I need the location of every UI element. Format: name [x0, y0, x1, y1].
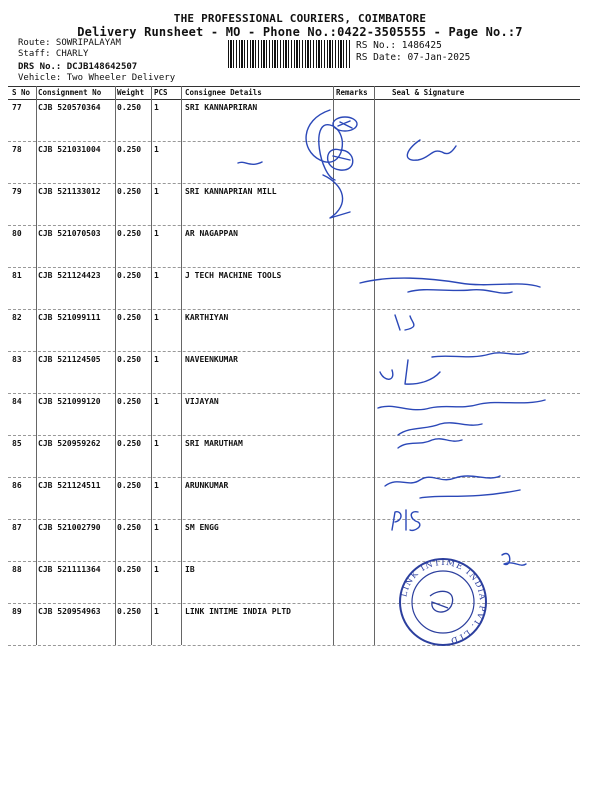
rs-date: RS Date: 07-Jan-2025	[356, 52, 471, 63]
column-divider	[115, 86, 116, 645]
cell-pcs: 1	[154, 229, 159, 238]
table-row	[8, 226, 580, 268]
vehicle-label: Vehicle: Two Wheeler Delivery	[18, 73, 176, 83]
cell-weight: 0.250	[117, 271, 142, 280]
column-divider	[374, 86, 375, 645]
cell-consignment: CJB 521124505	[38, 355, 101, 364]
table-row	[8, 604, 580, 646]
cell-consignment: CJB 521124511	[38, 481, 101, 490]
stamp-text: LINK INTIME INDIA PVT. LTD	[399, 557, 488, 646]
cell-sno: 84	[12, 397, 22, 406]
column-divider	[36, 86, 37, 645]
col-weight: Weight	[117, 88, 145, 97]
cell-sno: 86	[12, 481, 22, 490]
col-consignee: Consignee Details	[185, 88, 262, 97]
cell-weight: 0.250	[117, 397, 142, 406]
cell-weight: 0.250	[117, 523, 142, 532]
cell-pcs: 1	[154, 313, 159, 322]
column-divider	[151, 86, 152, 645]
col-consignment: Consignment No	[38, 88, 102, 97]
cell-weight: 0.250	[117, 439, 142, 448]
rs-number: RS No.: 1486425	[356, 40, 442, 51]
cell-weight: 0.250	[117, 355, 142, 364]
table-row	[8, 352, 580, 394]
cell-weight: 0.250	[117, 565, 142, 574]
cell-pcs: 1	[154, 439, 159, 448]
cell-consignee: KARTHIYAN	[185, 313, 229, 322]
cell-pcs: 1	[154, 187, 159, 196]
cell-consignment: CJB 521099120	[38, 397, 101, 406]
cell-weight: 0.250	[117, 187, 142, 196]
cell-consignee: LINK INTIME INDIA PLTD	[185, 607, 291, 616]
column-divider	[333, 86, 334, 645]
cell-consignee: ARUNKUMAR	[185, 481, 229, 490]
cell-consignment: CJB 521099111	[38, 313, 101, 322]
cell-consignee: SRI KANNAPRIAN MILL	[185, 187, 277, 196]
table-row	[8, 268, 580, 310]
col-sno: S No	[12, 88, 31, 97]
drs-barcode	[228, 40, 350, 68]
cell-weight: 0.250	[117, 145, 142, 154]
cell-pcs: 1	[154, 565, 159, 574]
cell-consignment: CJB 521124423	[38, 271, 101, 280]
table-row	[8, 100, 580, 142]
cell-consignee: SRI KANNAPRIRAN	[185, 103, 258, 112]
cell-consignee: AR NAGAPPAN	[185, 229, 238, 238]
cell-consignment: CJB 521070503	[38, 229, 101, 238]
cell-consignee: J TECH MACHINE TOOLS	[185, 271, 282, 280]
cell-sno: 88	[12, 565, 22, 574]
table-body	[8, 100, 580, 646]
cell-consignment: CJB 521031004	[38, 145, 101, 154]
table-row	[8, 184, 580, 226]
col-signature: Seal & Signature	[392, 88, 465, 97]
cell-pcs: 1	[154, 355, 159, 364]
cell-pcs: 1	[154, 103, 159, 112]
cell-sno: 87	[12, 523, 22, 532]
cell-weight: 0.250	[117, 313, 142, 322]
cell-consignee	[185, 145, 335, 183]
cell-pcs: 1	[154, 607, 159, 616]
cell-sno: 77	[12, 103, 22, 112]
col-pcs: PCS	[154, 88, 168, 97]
cell-sno: 81	[12, 271, 22, 280]
cell-consignment: CJB 520959262	[38, 439, 101, 448]
cell-pcs: 1	[154, 523, 159, 532]
table-header	[8, 86, 580, 100]
cell-consignee: SRI MARUTHAM	[185, 439, 243, 448]
col-remarks: Remarks	[336, 88, 368, 97]
table-row	[8, 436, 580, 478]
table-row	[8, 310, 580, 352]
cell-sno: 85	[12, 439, 22, 448]
cell-consignee: VIJAYAN	[185, 397, 219, 406]
company-name: THE PROFESSIONAL COURIERS, COIMBATORE	[173, 12, 427, 25]
cell-weight: 0.250	[117, 481, 142, 490]
cell-sno: 78	[12, 145, 22, 154]
column-divider	[181, 86, 182, 645]
table-row	[8, 520, 580, 562]
cell-sno: 89	[12, 607, 22, 616]
cell-pcs: 1	[154, 481, 159, 490]
cell-consignment: CJB 521002790	[38, 523, 101, 532]
cell-pcs: 1	[154, 271, 159, 280]
cell-consignee: IB	[185, 565, 195, 574]
runsheet-title: Delivery Runsheet - MO - Phone No.:0422-3505555 - Page No.:7	[77, 25, 523, 39]
cell-consignment: CJB 520570364	[38, 103, 101, 112]
route-label: Route: SOWRIPALAYAM	[18, 38, 121, 48]
cell-consignee: NAVEENKUMAR	[185, 355, 238, 364]
delivery-table	[8, 86, 580, 646]
cell-sno: 82	[12, 313, 22, 322]
cell-weight: 0.250	[117, 229, 142, 238]
cell-pcs: 1	[154, 397, 159, 406]
table-row	[8, 478, 580, 520]
cell-weight: 0.250	[117, 103, 142, 112]
cell-sno: 83	[12, 355, 22, 364]
cell-pcs: 1	[154, 145, 159, 154]
cell-sno: 80	[12, 229, 22, 238]
drs-number: DRS No.: DCJB148642507	[18, 62, 138, 72]
table-row	[8, 394, 580, 436]
staff-label: Staff: CHARLY	[18, 49, 89, 59]
cell-consignment: CJB 520954963	[38, 607, 101, 616]
cell-consignment: CJB 521111364	[38, 565, 101, 574]
cell-sno: 79	[12, 187, 22, 196]
table-row	[8, 562, 580, 604]
cell-consignee: SM ENGG	[185, 523, 219, 532]
cell-consignment: CJB 521133012	[38, 187, 101, 196]
cell-weight: 0.250	[117, 607, 142, 616]
table-row	[8, 142, 580, 184]
